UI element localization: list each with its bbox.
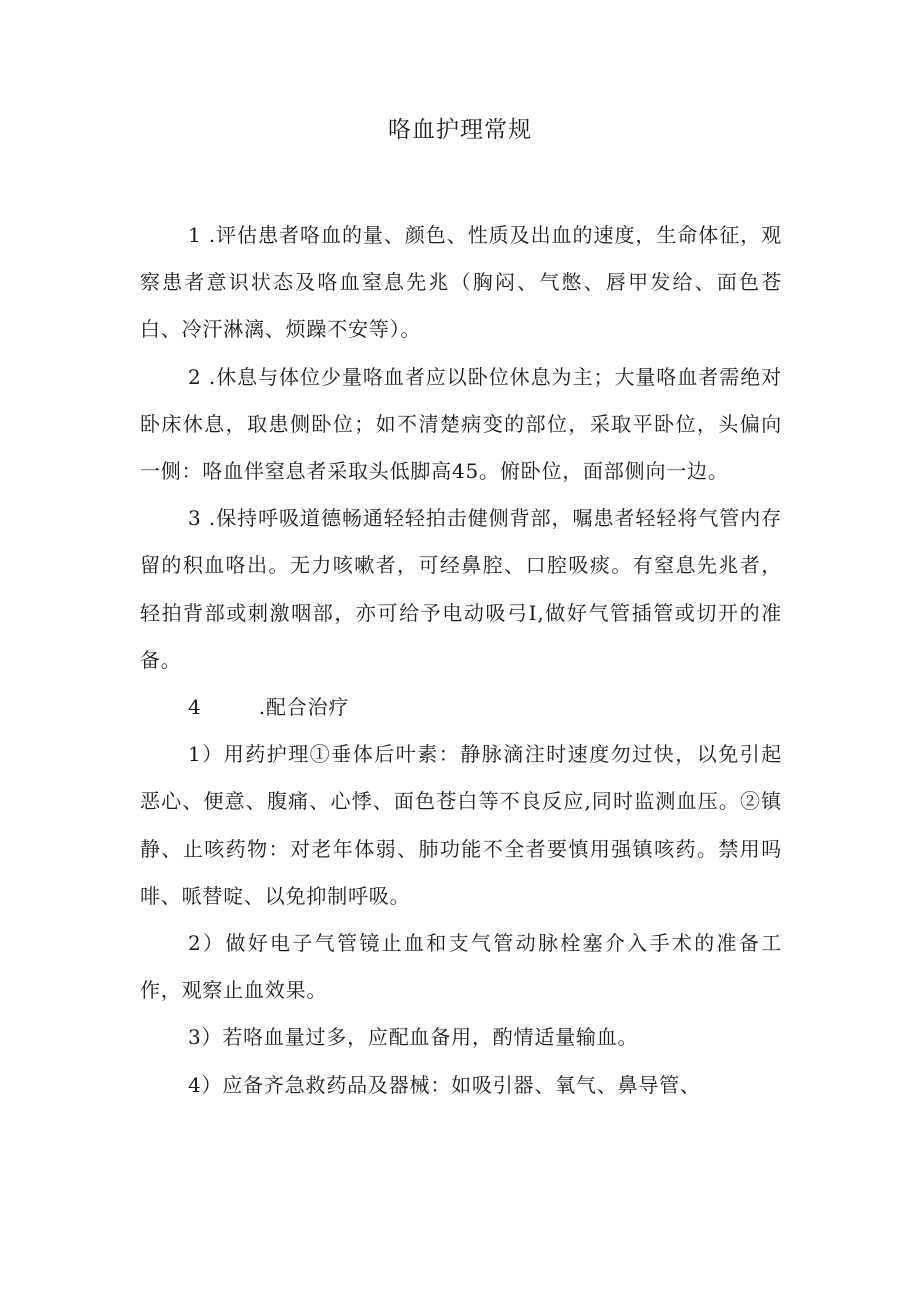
paragraph-rest-position: 2 .休息与体位少量咯血者应以卧位休息为主；大量咯血者需绝对卧床休息，取患侧卧位；如不清楚病变的部位，采取平卧位，头偏向一侧：咯血伴窒息者采取头低脚高45。俯卧位，面部侧向一边。 — [140, 364, 782, 484]
document-title: 咯血护理常规 — [388, 117, 532, 143]
paragraph-emergency: 4）应备齐急救药品及器械：如吸引器、氧气、鼻导管、 — [188, 1072, 701, 1097]
document-body — [140, 212, 782, 1109]
paragraph-transfusion: 3）若咯血量过多，应配血备用，酌情适量输血。 — [188, 1025, 639, 1050]
paragraph-bronchoscopy: 2）做好电子气管镜止血和支气管动脉栓塞介入手术的准备工作，观察止血效果。 — [140, 931, 782, 1003]
paragraph-airway: 3 .保持呼吸道德畅通轻轻拍击健侧背部，嘱患者轻轻将气管内存留的积血咯出。无力咳嗽者，可经鼻腔、口腔吸痰。有窒息先兆者，轻拍背部或刺激咽部，亦可给予电动吸弓I,做好气管插管或切开的准备。 — [140, 506, 782, 672]
paragraph-assessment: 1 .评估患者咯血的量、颜色、性质及出血的速度，生命体征，观察患者意识状态及咯血窒息先兆（胸闷、气憋、唇甲发给、面色苍白、冷汗淋漓、烦躁不安等）。 — [140, 223, 782, 342]
paragraph-treatment-heading: 4 .配合治疗 — [188, 695, 350, 720]
paragraph-medication: 1）用药护理①垂体后叶素：静脉滴注时速度勿过快，以免引起恶心、便意、腹痛、心悸、面色苍白等不良反应,同时监测血压。②镇静、止咳药物：对老年体弱、肺功能不全者要慎用强镇咳药。禁用吗啡、哌替啶、以免抑制呼吸。 — [140, 742, 782, 908]
